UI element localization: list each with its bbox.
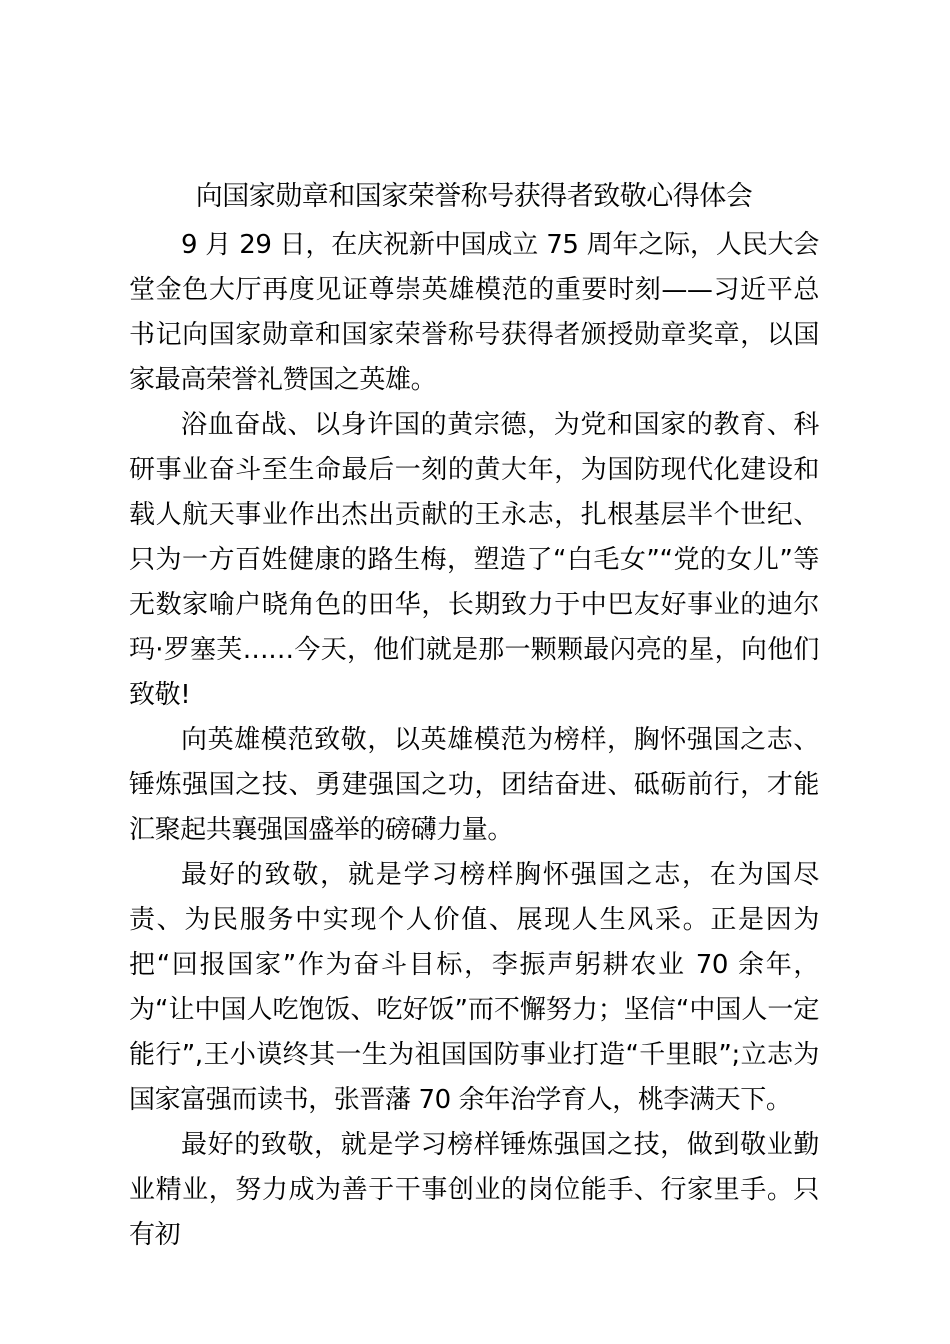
document-body bbox=[129, 223, 819, 1258]
paragraph-3: 向英雄模范致敬，以英雄模范为榜样，胸怀强国之志、锤炼强国之技、勇建强国之功，团结奋进、砥砺前行，才能汇聚起共襄强国盛举的磅礴力量。 bbox=[129, 725, 819, 845]
document-title: 向国家勋章和国家荣誉称号获得者致敬心得体会 bbox=[195, 181, 753, 212]
paragraph-2: 浴血奋战、以身许国的黄宗德，为党和国家的教育、科研事业奋斗至生命最后一刻的黄大年，为国防现代化建设和载人航天事业作出杰出贡献的王永志，扎根基层半个世纪、只为一方百姓健康的路生梅，塑造了“白毛女”“党的女儿”等无数家喻户晓角色的田华，长期致力于中巴友好事业的迪尔玛·罗塞芙……今天，他们就是那一颗颗最闪亮的星，向他们致敬! bbox=[129, 410, 819, 710]
paragraph-1: 9 月 29 日，在庆祝新中国成立 75 周年之际，人民大会堂金色大厅再度见证尊崇英雄模范的重要时刻——习近平总书记向国家勋章和国家荣誉称号获得者颁授勋章奖章，以国家最高荣誉礼赞国之英雄。 bbox=[129, 230, 819, 395]
paragraph-5: 最好的致敬，就是学习榜样锤炼强国之技，做到敬业勤业精业，努力成为善于干事创业的岗位能手、行家里手。只有初 bbox=[129, 1130, 819, 1250]
paragraph-4: 最好的致敬，就是学习榜样胸怀强国之志，在为国尽责、为民服务中实现个人价值、展现人生风采。正是因为把“回报国家”作为奋斗目标，李振声躬耕农业 70 余年，为“让中国人吃饱饭、吃好饭”而不懈努力；坚信“中国人一定能行”,王小谟终其一生为祖国国防事业打造“千里眼”;立志为国家富强而读书，张晋藩 70 余年治学育人，桃李满天下。 bbox=[129, 860, 819, 1115]
